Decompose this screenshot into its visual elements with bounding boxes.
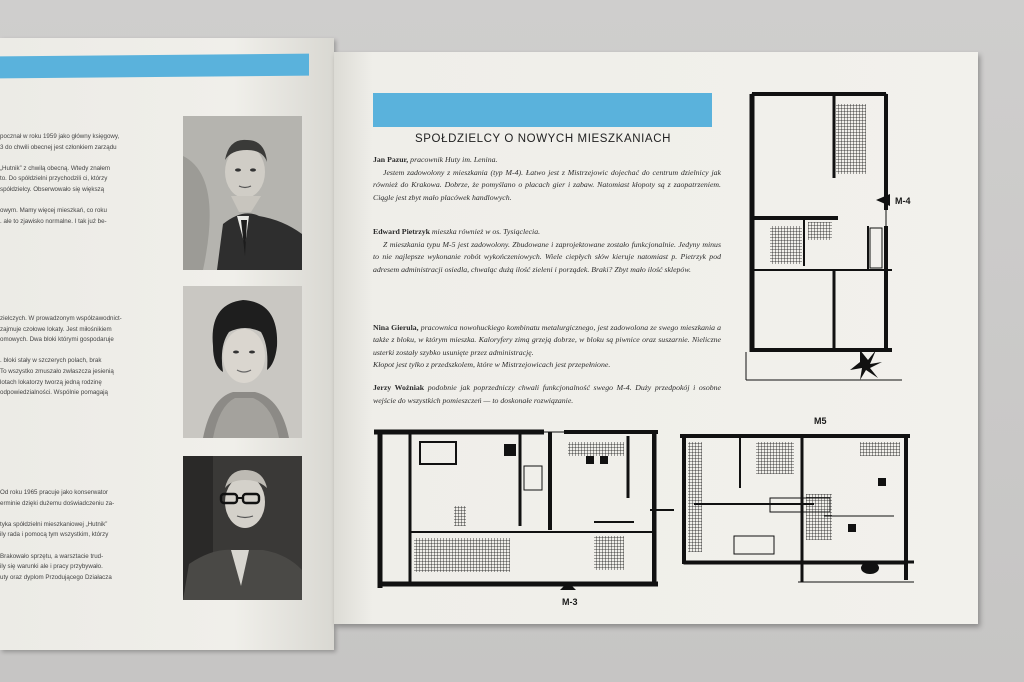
- left-page-blue-bar: [0, 54, 309, 79]
- entry-text: pracownica nowohuckiego kombinatu metalurgicznego, jest zadowolona ze swego mieszkania a także z bloku, w którym mieszka. Kaloryfery zimą grzeją dobrze, w bloku są piwnice oraz suszarnie. Nieliczne usterki zostały szybko usunięte przez administrację. Kłopot jest tylko z przedszkolem, które w Mistrzejowicach jest przepełnione.: [373, 322, 722, 370]
- left-text-block-1: pocznał w roku 1959 jako główny księgowy, 3 do chwili obecnej jest członkiem zarządu „Hutnik” z chwilą obecną. Wtedy znałem to. Do spółdzielni przychodzili ci, którzy spółdzielcy. Obserwowało się większą owym. Mamy więcej mieszkań, co roku . ale to zjawisko normalne. I tak już be-: [0, 133, 120, 225]
- left-text-block-3: Od roku 1965 pracuje jako konserwator erminie dzięki dużemu doświadczeniu za- tyka spółdzielni mieszkaniowej „Hutnik” ily rada i pomocą tym wszystkim, którzy Brakowało sprzętu, a warsztacie trud- ily się warunki ale i pracy przybywało. uty oraz dyplom Przodującego Działacza: [0, 489, 115, 581]
- plan-label-m5: M5: [814, 416, 827, 426]
- entry-name: Jerzy Woźniak: [373, 383, 425, 392]
- entry-nina-gierula: [373, 309, 721, 385]
- right-page-blue-bar: [373, 93, 712, 127]
- left-text-block-2: zielczych. W prowadzonym współzawodnict- zajmuje czołowe lokaty. Jest miłośnikiem omowych. Dwa bloki którymi gospodaruje . bloki stały w szczerych polach, brak To wszystko zmuszało zwłaszcza jesienią lotach lokatorzy tworzą jedną rodzinę odpowiedzialności. Wspólnie pomagają: [0, 315, 122, 397]
- entry-role: mieszka również w os. Tysiąclecia.: [429, 227, 541, 236]
- floor-plan-m3: [374, 426, 674, 594]
- entry-jan-pazur: [373, 154, 721, 204]
- portrait-photo-1: [183, 116, 302, 270]
- plan-label-m3: M-3: [562, 597, 578, 607]
- entry-text: Z mieszkania typu M-5 jest zadowolony. Zbudowane i zaprojektowane zostało funkcjonalnie. Jedyny minus to nie najlepsze wykonanie robót wykończeniowych. Wiele ciepłych słów kieruje natomiast p. Pietrzyk pod adresem administracji osiedla, chwaląc dużą ilość zieleni i porządek. Braki? Zbyt mało ilość sklepów.: [373, 239, 721, 274]
- floor-plan-m5: [674, 428, 914, 584]
- plan-label-m4: M-4: [895, 196, 911, 206]
- entry-text: podobnie jak poprzedniczy chwali funkcjonalność swego M-4. Duży przedpokój i osobne wejście do wszystkich pomieszczeń — to doskonałe rozwiązanie.: [373, 383, 721, 405]
- entry-name: Nina Gierula,: [373, 322, 419, 332]
- entry-name: Edward Pietrzyk: [373, 227, 430, 236]
- entry-text: Jestem zadowolony z mieszkania (typ M-4). Łatwo jest z Mistrzejowic dojechać do centrum dzielnicy jak również do Krakowa. Dobrze, że pomyślano o placach gier i zabaw. Natomiast kłopoty są z zaopatrzeniem. Ciągle jest zbyt mało placówek handlowych.: [373, 167, 721, 202]
- entry-role: pracownik Huty im. Lenina.: [408, 155, 498, 164]
- entry-edward-pietrzyk: [373, 226, 721, 276]
- portrait-photo-3: [183, 456, 302, 600]
- floor-plan-m4: [742, 90, 902, 386]
- entry-name: Jan Pazur,: [373, 155, 409, 164]
- article-title: SPOŁDZIELCY O NOWYCH MIESZKANIACH: [414, 133, 672, 145]
- portrait-photo-2: [183, 286, 302, 438]
- entry-jerzy-wozniak: [373, 382, 721, 407]
